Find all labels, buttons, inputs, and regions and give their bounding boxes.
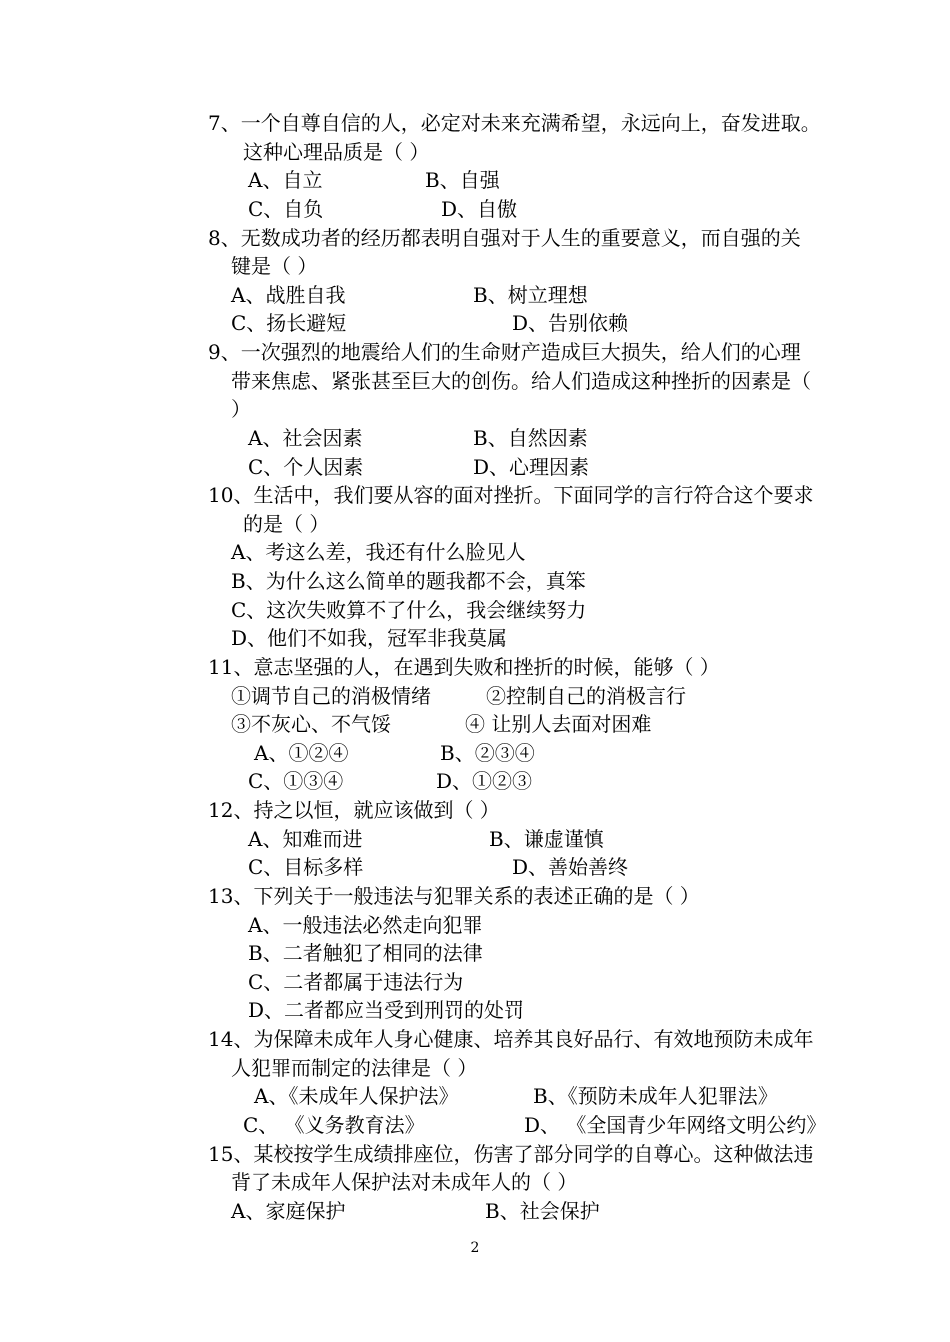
option-d: D、二者都应当受到刑罚的处罚 — [248, 998, 525, 1022]
question-stem: 背了未成年人保护法对未成年人的（ ） — [231, 1170, 578, 1194]
option-b: B、为什么这么简单的题我都不会，真笨 — [231, 569, 586, 593]
question-stem: 7、一个自尊自信的人，必定对未来充满希望，永远向上，奋发进取。 — [208, 111, 821, 135]
statement-4: ④ 让别人去面对困难 — [465, 712, 652, 736]
option-d: D、心理因素 — [473, 455, 590, 479]
question-stem: 15、某校按学生成绩排座位，伤害了部分同学的自尊心。这种做法违 — [208, 1142, 814, 1166]
option-c: C、这次失败算不了什么，我会继续努力 — [231, 598, 587, 622]
option-b: B、社会保护 — [485, 1199, 600, 1223]
option-b: B、二者触犯了相同的法律 — [248, 941, 483, 965]
option-b: B、《预防未成年人犯罪法》 — [533, 1084, 778, 1108]
statement-1: ①调节自己的消极情绪 — [231, 684, 431, 708]
option-a: A、社会因素 — [248, 426, 363, 450]
option-a: A、战胜自我 — [231, 283, 346, 307]
option-b: B、自强 — [425, 168, 500, 192]
option-c: C、二者都属于违法行为 — [248, 970, 464, 994]
option-a: A、自立 — [248, 168, 323, 192]
question-stem: 9、一次强烈的地震给人们的生命财产造成巨大损失，给人们的心理 — [208, 340, 801, 364]
question-stem: ） — [231, 397, 251, 421]
option-d: D、善始善终 — [512, 855, 629, 879]
option-b: B、自然因素 — [473, 426, 588, 450]
option-b: B、树立理想 — [473, 283, 588, 307]
question-stem: 11、意志坚强的人，在遇到失败和挫折的时候，能够（ ） — [208, 655, 720, 679]
option-b: B、谦虚谨慎 — [489, 827, 604, 851]
option-d: D、自傲 — [441, 197, 518, 221]
question-stem: 带来焦虑、紧张甚至巨大的创伤。给人们造成这种挫折的因素是（ — [231, 369, 811, 393]
option-c: C、扬长避短 — [231, 311, 347, 335]
option-c: C、目标多样 — [248, 855, 364, 879]
option-a: A、一般违法必然走向犯罪 — [248, 913, 483, 937]
statement-2: ②控制自己的消极言行 — [486, 684, 686, 708]
question-stem: 键是（ ） — [231, 254, 318, 278]
option-c: C、个人因素 — [248, 455, 364, 479]
question-stem: 人犯罪而制定的法律是（ ） — [231, 1056, 478, 1080]
option-d: D、他们不如我，冠军非我莫属 — [231, 626, 508, 650]
option-a: A、《未成年人保护法》 — [254, 1084, 459, 1108]
option-d: D、 《全国青少年网络文明公约》 — [524, 1113, 827, 1137]
question-stem: 这种心理品质是（ ） — [243, 140, 430, 164]
option-c: C、自负 — [248, 197, 324, 221]
option-d: D、①②③ — [436, 769, 533, 793]
option-a: A、知难而进 — [248, 827, 363, 851]
option-a: A、①②④ — [254, 741, 349, 765]
question-stem: 13、下列关于一般违法与犯罪关系的表述正确的是（ ） — [208, 884, 700, 908]
statement-3: ③不灰心、不气馁 — [231, 712, 391, 736]
option-b: B、②③④ — [440, 741, 535, 765]
question-stem: 10、生活中，我们要从容的面对挫折。下面同学的言行符合这个要求 — [208, 483, 814, 507]
option-a: A、家庭保护 — [231, 1199, 346, 1223]
question-stem: 12、持之以恒，就应该做到（ ） — [208, 798, 500, 822]
question-stem: 14、为保障未成年人身心健康、培养其良好品行、有效地预防未成年 — [208, 1027, 814, 1051]
option-c: C、 《义务教育法》 — [243, 1113, 425, 1137]
option-c: C、①③④ — [248, 769, 344, 793]
option-d: D、告别依赖 — [512, 311, 629, 335]
question-stem: 8、无数成功者的经历都表明自强对于人生的重要意义，而自强的关 — [208, 226, 801, 250]
page-number: 2 — [470, 1240, 480, 1256]
question-stem: 的是（ ） — [243, 512, 330, 536]
option-a: A、考这么差，我还有什么脸见人 — [231, 540, 526, 564]
